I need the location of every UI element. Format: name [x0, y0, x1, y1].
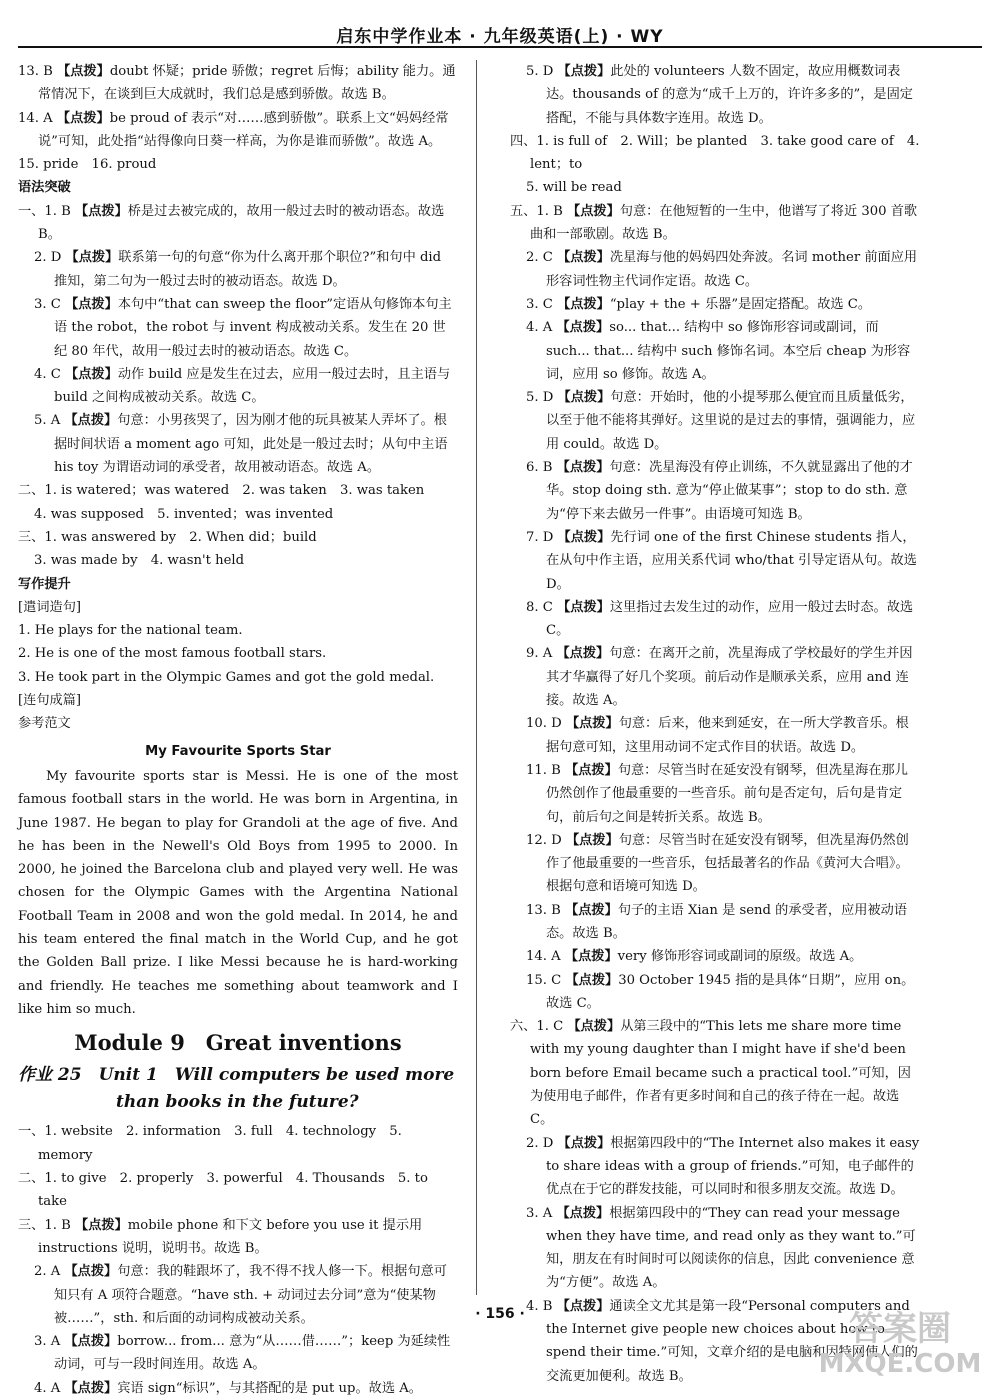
- hint-tag: 【点拨】: [556, 320, 610, 336]
- answer-item: 三、1. was answered by 2. When did；build: [18, 529, 317, 545]
- homework-title: 作业 25 Unit 1 Will computers be used more: [18, 1065, 455, 1086]
- answer-item: 3. C 【点拨】“play + the + 乐器”是固定搭配。故选 C。: [526, 296, 872, 312]
- answer-item: 5. A 【点拨】句意：小男孩哭了，因为刚才他的玩具被某人弄坏了。根据时间状语 a moment ago 可知，此处是一般过去时；从句中主语 his toy 为谓语动词的承受者，故用被动语态。故选 A。: [34, 413, 448, 476]
- hint-tag: 【点拨】: [557, 390, 611, 406]
- answer-item: 2. C 【点拨】冼星海与他的妈妈四处奔波。名词 mother 前面应用形容词性物主代词作定语。故选 C。: [526, 250, 918, 289]
- answer-item: 2. D 【点拨】根据第四段中的“The Internet also makes it easy to share ideas with a group of friends.”可知，电子邮件的优点在于它的群发技能，可以同时和很多朋友交流。故选 D。: [526, 1135, 920, 1198]
- book-title: 启东中学作业本 · 九年级英语(上) · WY: [336, 27, 664, 47]
- answer-item: 二、1. is watered；was watered 2. was taken 3. was taken: [18, 483, 425, 499]
- hint-tag: 【点拨】: [56, 110, 110, 126]
- answer-item: 2. D 【点拨】联系第一句的句意“你为什么离开那个职位?”和句中 did 推知，第二句为一般过去时的被动语态。故选 D。: [34, 250, 442, 289]
- answer-item: 3. A 【点拨】根据第四段中的“They can read your message when they have time, and read only as they want to.”可知，朋友在有时间时可以阅读你的信息，因此 convenience 意为“方便”。故选 A。: [526, 1205, 916, 1291]
- answer-item: 13. B 【点拨】句子的主语 Xian 是 send 的承受者，应用被动语态。故选 B。: [526, 902, 908, 941]
- hint-tag: 【点拨】: [75, 203, 128, 219]
- header-rule: [18, 46, 982, 48]
- hint-tag: 【点拨】: [565, 762, 618, 778]
- answer-item: 3. C 【点拨】本句中“that can sweep the floor”定语从句修饰本句主语 the robot，the robot 与 invent 构成被动关系。发生在 20 世纪 80 年代，故用一般过去时的被动语态。故选 C。: [34, 296, 452, 359]
- answer-item: 3. A 【点拨】borrow... from... 意为“从……借……”；keep 为延续性动词，可与一段时间连用。故选 A。: [34, 1334, 451, 1373]
- hint-tag: 【点拨】: [556, 1205, 610, 1221]
- answer-item: 3. was made by 4. wasn't held: [34, 553, 245, 569]
- watermark-top: 答案圈: [849, 1309, 951, 1349]
- answer-item: 2. A 【点拨】句意：我的鞋跟坏了，我不得不找人修一下。根据句意可知只有 A 项符合题意。“have sth. + 动词过去分词”意为“使某物被……”，sth. 和后面的动词构成被动关系。: [34, 1264, 447, 1326]
- hint-tag: 【点拨】: [567, 203, 620, 219]
- hint-tag: 【点拨】: [556, 460, 610, 476]
- answer-item: 7. D 【点拨】先行词 one of the first Chinese students 指人，在从句中作主语，应用关系代词 who/that 引导定语从句。故选 D。: [526, 529, 917, 592]
- sentence-item: 3. He took part in the Olympic Games and got the gold medal.: [18, 669, 435, 685]
- hint-tag: 【点拨】: [75, 1217, 128, 1233]
- section-heading-grammar: 语法突破: [18, 180, 71, 196]
- hint-tag: 【点拨】: [557, 1135, 611, 1151]
- watermark-bottom: MXQE.COM: [818, 1349, 982, 1378]
- answer-item: 6. B 【点拨】句意：冼星海没有停止训练，不久就显露出了他的才华。stop doing sth. 意为“停止做某事”；stop to do sth. 意为“停下来去做另一件事”。由语境可知选 B。: [526, 460, 913, 522]
- answer-item: 五、1. B 【点拨】句意：在他短暂的一生中，他谱写了将近 300 首歌曲和一部歌剧。故选 B。: [510, 203, 918, 243]
- answer-item: 14. A 【点拨】very 修饰形容词或副词的原级。故选 A。: [526, 949, 863, 965]
- right-column: [510, 60, 920, 1388]
- answer-item: 一、1. B 【点拨】桥是过去被完成的，故用一般过去时的被动语态。故选 B。: [18, 203, 445, 243]
- left-column: [18, 60, 458, 1400]
- sentence-item: 1. He plays for the national team.: [18, 623, 243, 639]
- answer-item: 四、1. is full of 2. Will；be planted 3. take good care of 4. lent；to: [510, 133, 920, 173]
- hint-tag: 【点拨】: [65, 296, 118, 312]
- hint-tag: 【点拨】: [557, 296, 610, 312]
- answer-item: 一、1. website 2. information 3. full 4. technology 5. memory: [18, 1124, 402, 1163]
- sample-label: 参考范文: [18, 716, 71, 732]
- hint-tag: 【点拨】: [565, 972, 619, 988]
- answer-item: 12. D 【点拨】句意：尽管当时在延安没有钢琴，但冼星海仍然创作了他最重要的一些音乐，包括最著名的作品《黄河大合唱》。根据句意和语境可知选 D。: [526, 832, 909, 895]
- watermark-logo: [812, 1300, 987, 1378]
- subsection-heading: [连句成篇]: [18, 693, 82, 709]
- hint-tag: 【点拨】: [57, 64, 110, 79]
- subsection-heading: [遣词造句]: [18, 599, 82, 615]
- hint-tag: 【点拨】: [65, 366, 118, 382]
- answer-item: 14. A 【点拨】be proud of 表示“对……感到骄傲”。联系上文“妈妈经常说”可知，此处指“站得像向日葵一样高，为你是谁而骄傲”。故选 A。: [18, 110, 449, 149]
- sentence-item: 2. He is one of the most famous football stars.: [18, 646, 327, 662]
- answer-item: 13. B 【点拨】doubt 怀疑；pride 骄傲；regret 后悔；ability 能力。通常情况下，在谈到巨大成就时，我们总是感到骄傲。故选 B。: [18, 64, 456, 103]
- answer-item: 11. B 【点拨】句意：尽管当时在延安没有钢琴，但冼星海在那儿仍然创作了他最重要的一些音乐。前句是否定句，后句是肯定句，前后句之间是转折关系。故选 B。: [526, 762, 908, 825]
- hint-tag: 【点拨】: [65, 250, 119, 266]
- hint-tag: 【点拨】: [565, 902, 618, 918]
- answer-item: 4. was supposed 5. invented；was invented: [34, 506, 334, 522]
- hint-tag: 【点拨】: [556, 646, 610, 662]
- answer-item: 8. C 【点拨】这里指过去发生过的动作，应用一般过去时态。故选 C。: [526, 599, 914, 639]
- answer-item: 六、1. C 【点拨】从第三段中的“This lets me share more time with my young daughter than I might have if she'd been born before Email became such a practical tool.”可知，因为使用电子邮件，作者有更多时间和自己的孩子待在一起。故选 C。: [510, 1019, 911, 1128]
- page-number: · 156 ·: [475, 1306, 525, 1322]
- hint-tag: 【点拨】: [557, 599, 610, 615]
- answer-item: 三、1. B 【点拨】mobile phone 和下文 before you use it 提示用 instructions 说明，说明书。故选 B。: [18, 1217, 423, 1256]
- hint-tag: 【点拨】: [64, 1380, 118, 1396]
- answer-item: 4. B 【点拨】通读全文尤其是第一段“Personal computers and the Internet give people new choices about how to spend their time.”可知，文章介绍的是电脑和因特网使人们的交流更加便利。故选 B。: [526, 1298, 918, 1384]
- answer-item: 9. A 【点拨】句意：在离开之前，冼星海成了学校最好的学生并因其才华赢得了好几个奖项。前后动作是顺承关系，应用 and 连接。故选 A。: [526, 646, 913, 709]
- page-header: [0, 0, 1000, 48]
- hint-tag: 【点拨】: [567, 1019, 621, 1035]
- answer-item: 5. D 【点拨】句意：开始时，他的小提琴那么便宜而且质量低劣，以至于他不能将其弹好。这里说的是过去的事情，强调能力，应用 could。故选 D。: [526, 390, 916, 452]
- hint-tag: 【点拨】: [557, 529, 611, 545]
- answer-item: 15. pride 16. proud: [18, 157, 157, 173]
- answer-item: 5. D 【点拨】此处的 volunteers 人数不固定，故应用概数词表达。thousands of 的意为“成千上万的，许许多多的”，是固定搭配，不能与具体数字连用。故选 D。: [526, 64, 913, 126]
- essay-title: My Favourite Sports Star: [145, 743, 331, 759]
- hint-tag: 【点拨】: [64, 1264, 118, 1280]
- hint-tag: 【点拨】: [565, 832, 619, 848]
- answer-item: 4. A 【点拨】so... that... 结构中 so 修饰形容词或副词，而 such... that... 结构中 such 修饰名词。本空后 cheap 为形容词，应用 so 修饰。故选 A。: [526, 320, 911, 382]
- answer-item: 4. C 【点拨】动作 build 应是发生在过去，应用一般过去时，且主语与 build 之间构成被动关系。故选 C。: [34, 366, 451, 406]
- hint-tag: 【点拨】: [64, 413, 118, 429]
- hint-tag: 【点拨】: [64, 1334, 118, 1350]
- hint-tag: 【点拨】: [557, 64, 611, 79]
- section-heading-writing: 写作提升: [18, 576, 71, 592]
- homework-title-cont: than books in the future?: [116, 1092, 359, 1113]
- essay-body: My favourite sports star is Messi. He is one of the most famous football stars in the world. He was born in Argentina, in June 1987. He began to play for Grandoli at the age of five. And he has been in the Newell's Old Boys from 1995 to 2000. In 2000, he joined the Barcelona club and played very well. He was chosen for the Olympic Games with the Argentina National Football Team in 2008 and won the gold medal. In 2014, he and his team entered the final match in the World Cup, and he got the Golden Ball prize. I like Messi because he is hard-working and friendly. He teaches me something about teamwork and I like him so much.: [18, 768, 458, 1017]
- answer-item: 4. A 【点拨】宾语 sign“标识”，与其搭配的是 put up。故选 A。: [34, 1380, 422, 1396]
- module-title: Module 9 Great inventions: [74, 1030, 402, 1056]
- hint-tag: 【点拨】: [557, 250, 610, 266]
- hint-tag: 【点拨】: [565, 716, 619, 732]
- answer-item: 10. D 【点拨】句意：后来，他来到延安，在一所大学教音乐。根据句意可知，这里用动词不定式作目的状语。故选 D。: [526, 716, 909, 755]
- hint-tag: 【点拨】: [564, 949, 618, 965]
- answer-item: 二、1. to give 2. properly 3. powerful 4. Thousands 5. to take: [18, 1171, 428, 1210]
- column-divider: [476, 60, 477, 1295]
- answer-item: 15. C 【点拨】30 October 1945 指的是具体“日期”，应用 on。故选 C。: [526, 972, 915, 1011]
- answer-item: 5. will be read: [526, 180, 622, 196]
- hint-tag: 【点拨】: [556, 1298, 610, 1314]
